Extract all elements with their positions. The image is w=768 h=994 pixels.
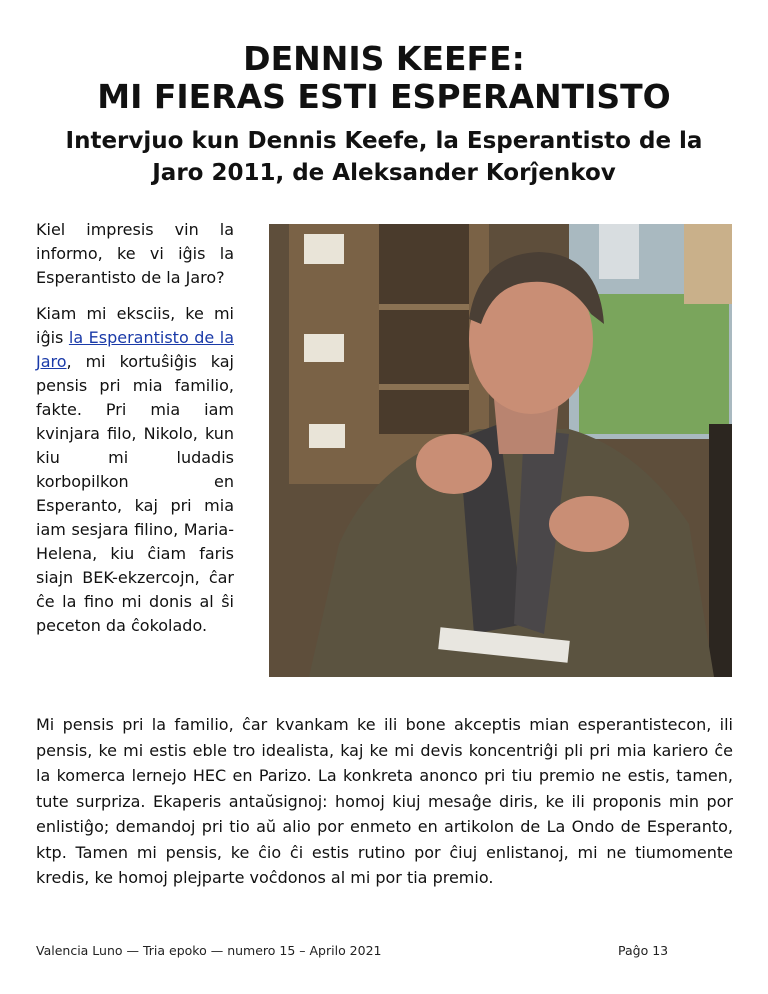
- title-line-2: MI FIERAS ESTI ESPERANTISTO: [97, 77, 671, 116]
- subtitle-line-2: Jaro 2011, de Aleksander Korĵenkov: [152, 160, 616, 186]
- article-continuation: Mi pensis pri la familio, ĉar kvankam ke ili bone akceptis mian esperantistecon, ili pensis, ke mi estis eble tro idealista, kaj ke mi devis koncentriĝi pli pri mia kariero ĉe la komerca lernejo HEC en Parizo. La konkreta anonco pri tiu premio ne estis, tamen, tute surpriza. Ekaperis antaŭsignoj: homoj kiuj mesaĝe diris, ke ili proponis min por enlistiĝo; demandoj pri tio aŭ alio por enmeto en artikolon de La Ondo de Esperanto, ktp. Tamen mi pensis, ke ĉio ĉi estis rutino por ĉiuj enlistanoj, mi ne tiumomente kredis, ke homoj plejparte voĉdonos al mi por tia premio.: [36, 715, 733, 887]
- answer-text-end: , mi kortuŝiĝis kaj pensis pri mia familio, fakte. Pri mia iam kvinjara filo, Nikolo, kun kiu mi ludadis korbopilkon en Esperanto, kaj pri mia iam sesjara filino, Maria-Helena, kiu ĉiam faris siajn BEK-ekzercojn, ĉar ĉe la fino mi donis al ŝi peceton da ĉokolado.: [36, 352, 234, 635]
- article-title: [0, 40, 768, 116]
- portrait-photo: [269, 224, 732, 677]
- title-line-1: DENNIS KEEFE:: [243, 39, 525, 78]
- page-number: Paĝo 13: [618, 943, 669, 958]
- subtitle-line-1: Intervjuo kun Dennis Keefe, la Esperantisto de la: [65, 128, 703, 154]
- publication-footer: Valencia Luno — Tria epoko — numero 15 – Aprilo 2021: [36, 943, 382, 958]
- esperantisto-de-la-jaro-link[interactable]: la Esperantisto de la Jaro: [36, 328, 234, 371]
- lede-column: [36, 218, 234, 650]
- interview-answer: [36, 302, 234, 638]
- answer-text-start: Kiam mi eksciis, ke mi iĝis: [36, 304, 234, 347]
- article-subtitle: [0, 125, 768, 189]
- interview-question: Kiel impresis vin la informo, ke vi iĝis la Esperantisto de la Jaro?: [36, 220, 234, 287]
